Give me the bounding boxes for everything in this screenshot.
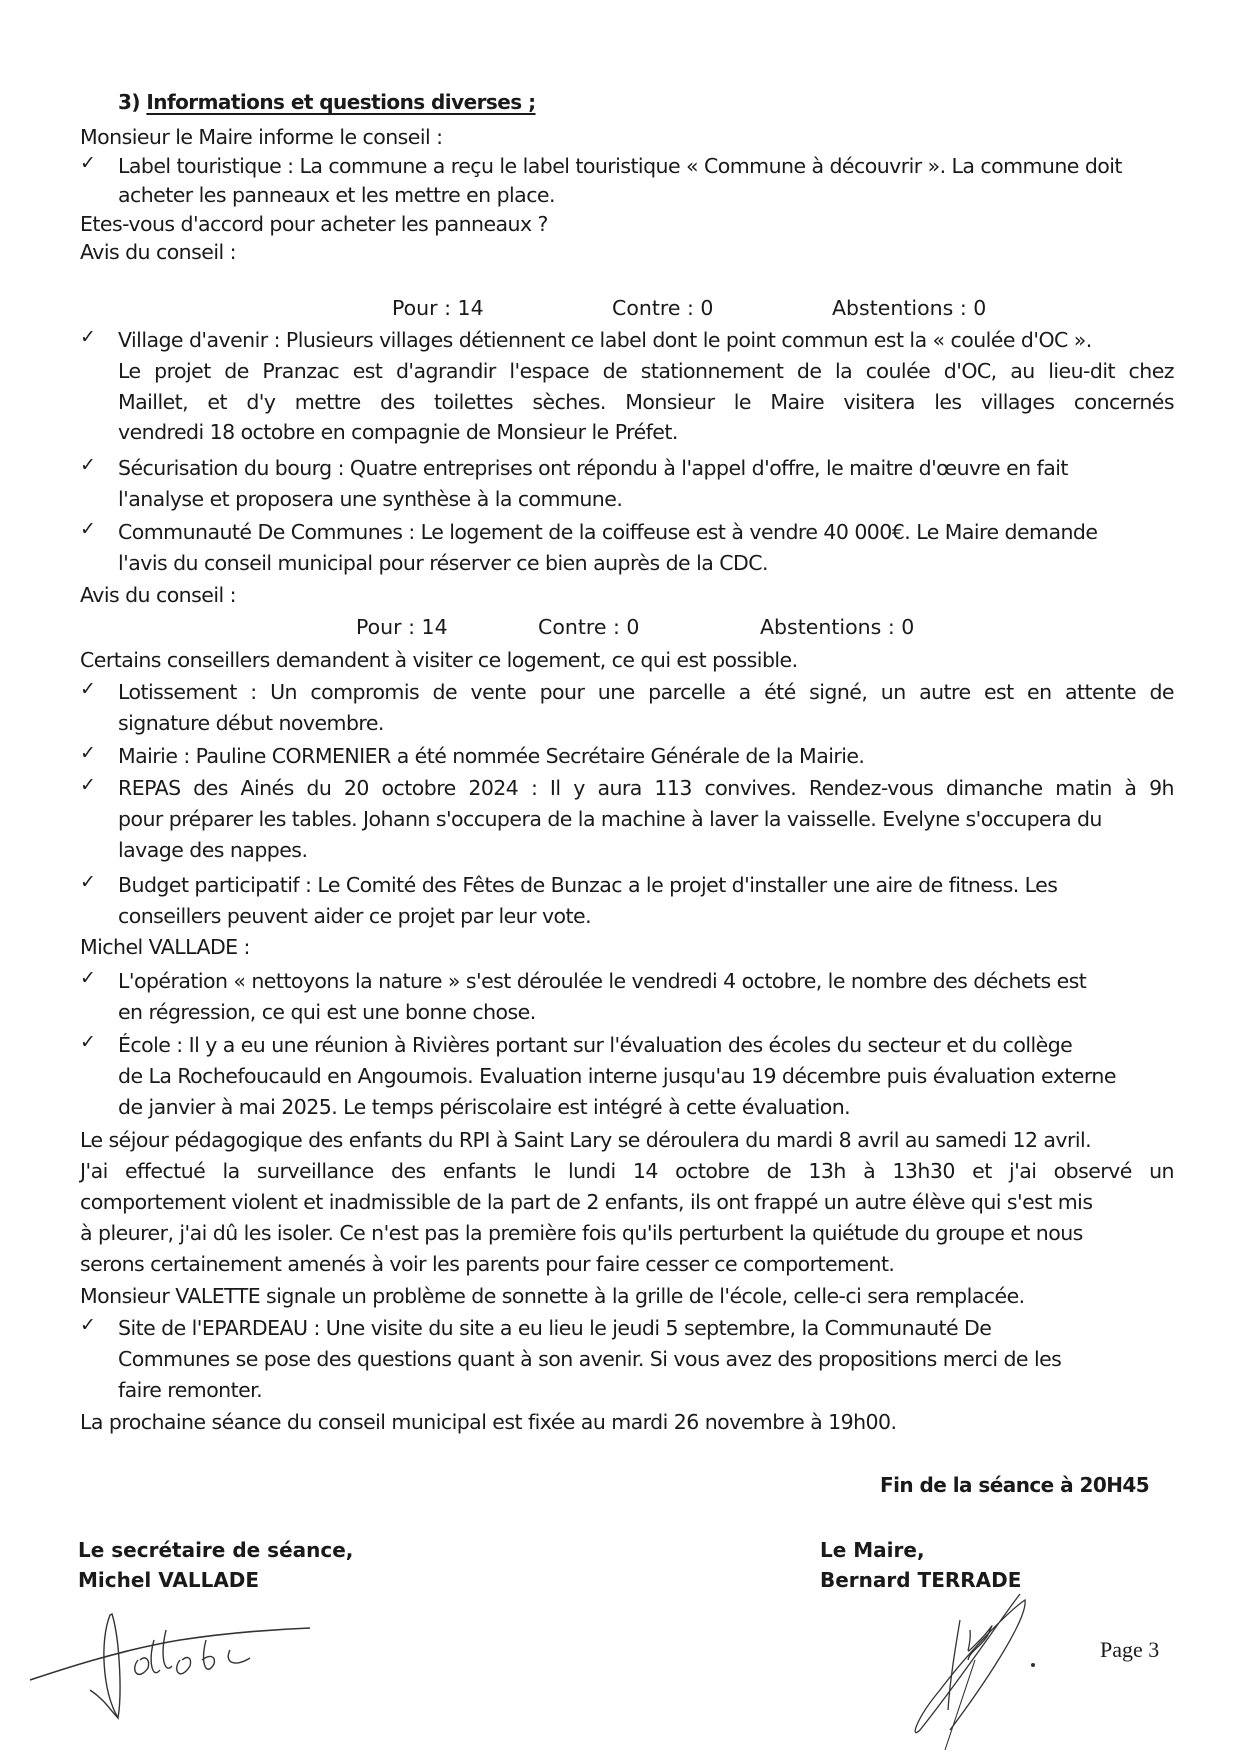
sejour-line3: comportement violent et inadmissible de la part de 2 enfants, ils ont frappé un autre élève qui s'est mis <box>80 1190 1093 1214</box>
lotissement-line2: signature début novembre. <box>118 711 384 735</box>
repas-line3: lavage des nappes. <box>118 838 308 862</box>
label-touristique-line1: Label touristique : La commune a reçu le label touristique « Commune à découvrir ». La commune doit <box>118 154 1122 178</box>
question-panneaux: Etes-vous d'accord pour acheter les panneaux ? <box>80 212 548 236</box>
prochaine-seance: La prochaine séance du conseil municipal est fixée au mardi 26 novembre à 19h00. <box>80 1410 897 1434</box>
vote-abstentions-2: Abstentions : 0 <box>760 615 915 639</box>
village-avenir-line3: Maillet, et d'y mettre des toilettes sèches. Monsieur le Maire visitera les villages concernés <box>118 390 1174 414</box>
securisation-line1: Sécurisation du bourg : Quatre entreprises ont répondu à l'appel d'offre, le maitre d'œuvre en fait <box>118 456 1068 480</box>
section-heading <box>118 87 536 117</box>
intro-text: Monsieur le Maire informe le conseil : <box>80 125 443 149</box>
vote-abstentions-1: Abstentions : 0 <box>832 296 987 320</box>
checkmark-icon: ✓ <box>80 1314 96 1336</box>
checkmark-icon: ✓ <box>80 967 96 989</box>
operation-line2: en régression, ce qui est une bonne chose. <box>118 1000 536 1024</box>
visite-logement: Certains conseillers demandent à visiter ce logement, ce qui est possible. <box>80 648 798 672</box>
ecole-line2: de La Rochefoucauld en Angoumois. Evaluation interne jusqu'au 19 décembre puis évaluation externe <box>118 1064 1116 1088</box>
secretaire-signature-block <box>78 1535 353 1595</box>
checkmark-icon: ✓ <box>80 518 96 540</box>
fin-seance: Fin de la séance à 20H45 <box>880 1473 1150 1497</box>
checkmark-icon: ✓ <box>80 774 96 796</box>
village-avenir-line4: vendredi 18 octobre en compagnie de Monsieur le Préfet. <box>118 420 678 444</box>
sejour-line5: serons certainement amenés à voir les parents pour faire cesser ce comportement. <box>80 1252 895 1276</box>
checkmark-icon: ✓ <box>80 454 96 476</box>
vote-pour-1: Pour : 14 <box>392 296 484 320</box>
budget-line2: conseillers peuvent aider ce projet par leur vote. <box>118 904 592 928</box>
vote-pour-2: Pour : 14 <box>356 615 448 639</box>
secretaire-name: Michel VALLADE <box>78 1568 260 1592</box>
secretaire-handwritten-signature <box>30 1600 330 1730</box>
maire-name: Bernard TERRADE <box>820 1568 1022 1592</box>
village-avenir-line2: Le projet de Pranzac est d'agrandir l'espace de stationnement de la coulée d'OC, au lieu-dit chez <box>118 359 1174 383</box>
ecole-line3: de janvier à mai 2025. Le temps périscolaire est intégré à cette évaluation. <box>118 1095 851 1119</box>
checkmark-icon: ✓ <box>80 152 96 174</box>
epardeau-line3: faire remonter. <box>118 1378 263 1402</box>
cdc-line1: Communauté De Communes : Le logement de la coiffeuse est à vendre 40 000€. Le Maire demande <box>118 520 1098 544</box>
epardeau-line1: Site de l'EPARDEAU : Une visite du site a eu lieu le jeudi 5 septembre, la Communauté De <box>118 1316 992 1340</box>
page-number: Page 3 <box>1100 1637 1160 1662</box>
repas-line1: REPAS des Ainés du 20 octobre 2024 : Il y aura 113 convives. Rendez-vous dimanche matin à 9h <box>118 776 1174 800</box>
valette-text: Monsieur VALETTE signale un problème de sonnette à la grille de l'école, celle-ci sera remplacée. <box>80 1284 1025 1308</box>
secretaire-title: Le secrétaire de séance, <box>78 1538 354 1562</box>
checkmark-icon: ✓ <box>80 678 96 700</box>
checkmark-icon: ✓ <box>80 871 96 893</box>
securisation-line2: l'analyse et proposera une synthèse à la commune. <box>118 487 623 511</box>
section-number: 3) <box>118 90 140 114</box>
epardeau-line2: Communes se pose des questions quant à son avenir. Si vous avez des propositions merci de les <box>118 1347 1062 1371</box>
sejour-line1: Le séjour pédagogique des enfants du RPI à Saint Lary se déroulera du mardi 8 avril au samedi 12 avril. <box>80 1128 1092 1152</box>
sejour-line2: J'ai effectué la surveillance des enfants le lundi 14 octobre de 13h à 13h30 et j'ai observé un <box>80 1159 1174 1183</box>
maire-handwritten-signature <box>900 1590 1040 1750</box>
avis-label-1: Avis du conseil : <box>80 240 236 264</box>
checkmark-icon: ✓ <box>80 742 96 764</box>
lotissement-line1: Lotissement : Un compromis de vente pour une parcelle a été signé, un autre est en attente de <box>118 680 1174 704</box>
vote-contre-1: Contre : 0 <box>612 296 714 320</box>
mairie-text: Mairie : Pauline CORMENIER a été nommée Secrétaire Générale de la Mairie. <box>118 744 865 768</box>
ecole-line1: École : Il y a eu une réunion à Rivières portant sur l'évaluation des écoles du secteur et du collège <box>118 1033 1073 1057</box>
village-avenir-line1: Village d'avenir : Plusieurs villages détiennent ce label dont le point commun est la « coulée d'OC ». <box>118 328 1092 352</box>
budget-line1: Budget participatif : Le Comité des Fêtes de Bunzac a le projet d'installer une aire de fitness. Les <box>118 873 1058 897</box>
avis-label-2: Avis du conseil : <box>80 583 236 607</box>
maire-title: Le Maire, <box>820 1538 925 1562</box>
cdc-line2: l'avis du conseil municipal pour réserver ce bien auprès de la CDC. <box>118 551 768 575</box>
operation-line1: L'opération « nettoyons la nature » s'est déroulée le vendredi 4 octobre, le nombre des déchets est <box>118 969 1087 993</box>
vote-contre-2: Contre : 0 <box>538 615 640 639</box>
repas-line2: pour préparer les tables. Johann s'occupera de la machine à laver la vaisselle. Evelyne s'occupera du <box>118 807 1102 831</box>
section-title: Informations et questions diverses ; <box>146 90 536 114</box>
sejour-line4: à pleurer, j'ai dû les isoler. Ce n'est pas la première fois qu'ils perturbent la quiétude du groupe et nous <box>80 1221 1083 1245</box>
maire-signature-block <box>820 1535 1021 1595</box>
checkmark-icon: ✓ <box>80 1031 96 1053</box>
checkmark-icon: ✓ <box>80 326 96 348</box>
michel-intro: Michel VALLADE : <box>80 935 250 959</box>
label-touristique-line2: acheter les panneaux et les mettre en place. <box>118 183 555 207</box>
